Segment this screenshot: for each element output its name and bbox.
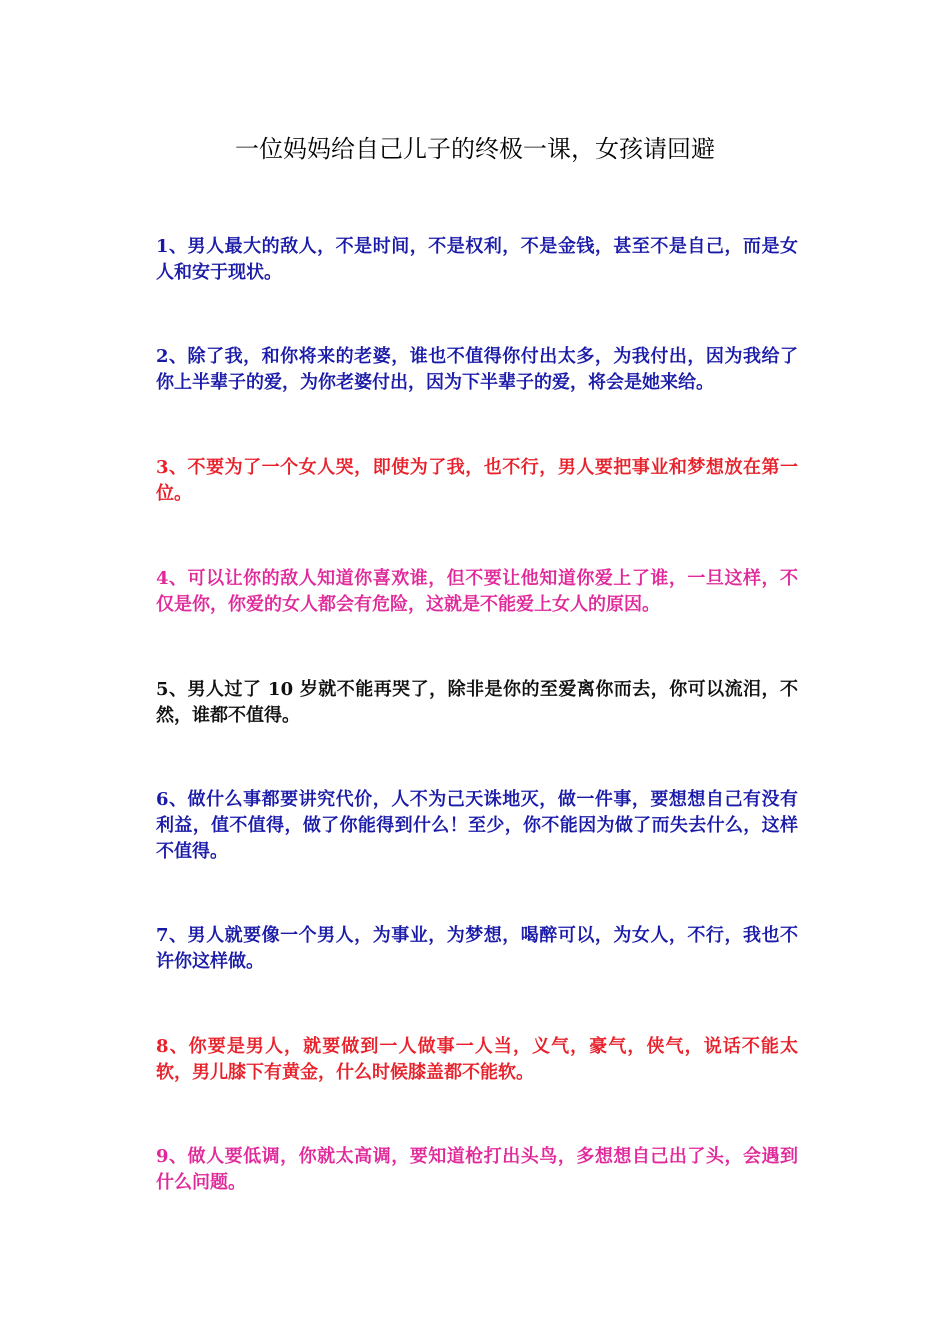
list-item-8: 8、你要是男人，就要做到一人做事一人当，义气，豪气，侠气，说话不能太软，男儿膝下有黄金，什么时候膝盖都不能软。 (156, 1036, 798, 1083)
list-item-3: 3、不要为了一个女人哭，即使为了我，也不行，男人要把事业和梦想放在第一位。 (156, 457, 798, 504)
list-item-1: 1、男人最大的敌人，不是时间，不是权利，不是金钱，甚至不是自己，而是女人和安于现状。 (156, 236, 798, 283)
list-item-5: 5、男人过了 10 岁就不能再哭了，除非是你的至爱离你而去，你可以流泪，不然，谁都不值得。 (156, 679, 798, 726)
list-item-4: 4、可以让你的敌人知道你喜欢谁，但不要让他知道你爱上了谁，一旦这样，不仅是你，你爱的女人都会有危险，这就是不能爱上女人的原因。 (156, 568, 798, 615)
page-title: 一位妈妈给自己儿子的终极一课，女孩请回避 (235, 135, 715, 163)
list-item-9: 9、做人要低调，你就太高调，要知道枪打出头鸟，多想想自己出了头，会遇到什么问题。 (156, 1146, 798, 1193)
list-item-6: 6、做什么事都要讲究代价，人不为己天诛地灭，做一件事，要想想自己有没有利益，值不值得，做了你能得到什么！至少，你不能因为做了而失去什么，这样不值得。 (156, 789, 798, 862)
list-item-2: 2、除了我，和你将来的老婆，谁也不值得你付出太多，为我付出，因为我给了你上半辈子的爱，为你老婆付出，因为下半辈子的爱，将会是她来给。 (156, 346, 798, 393)
list-item-7: 7、男人就要像一个男人，为事业，为梦想，喝醉可以，为女人，不行，我也不许你这样做。 (156, 925, 798, 972)
